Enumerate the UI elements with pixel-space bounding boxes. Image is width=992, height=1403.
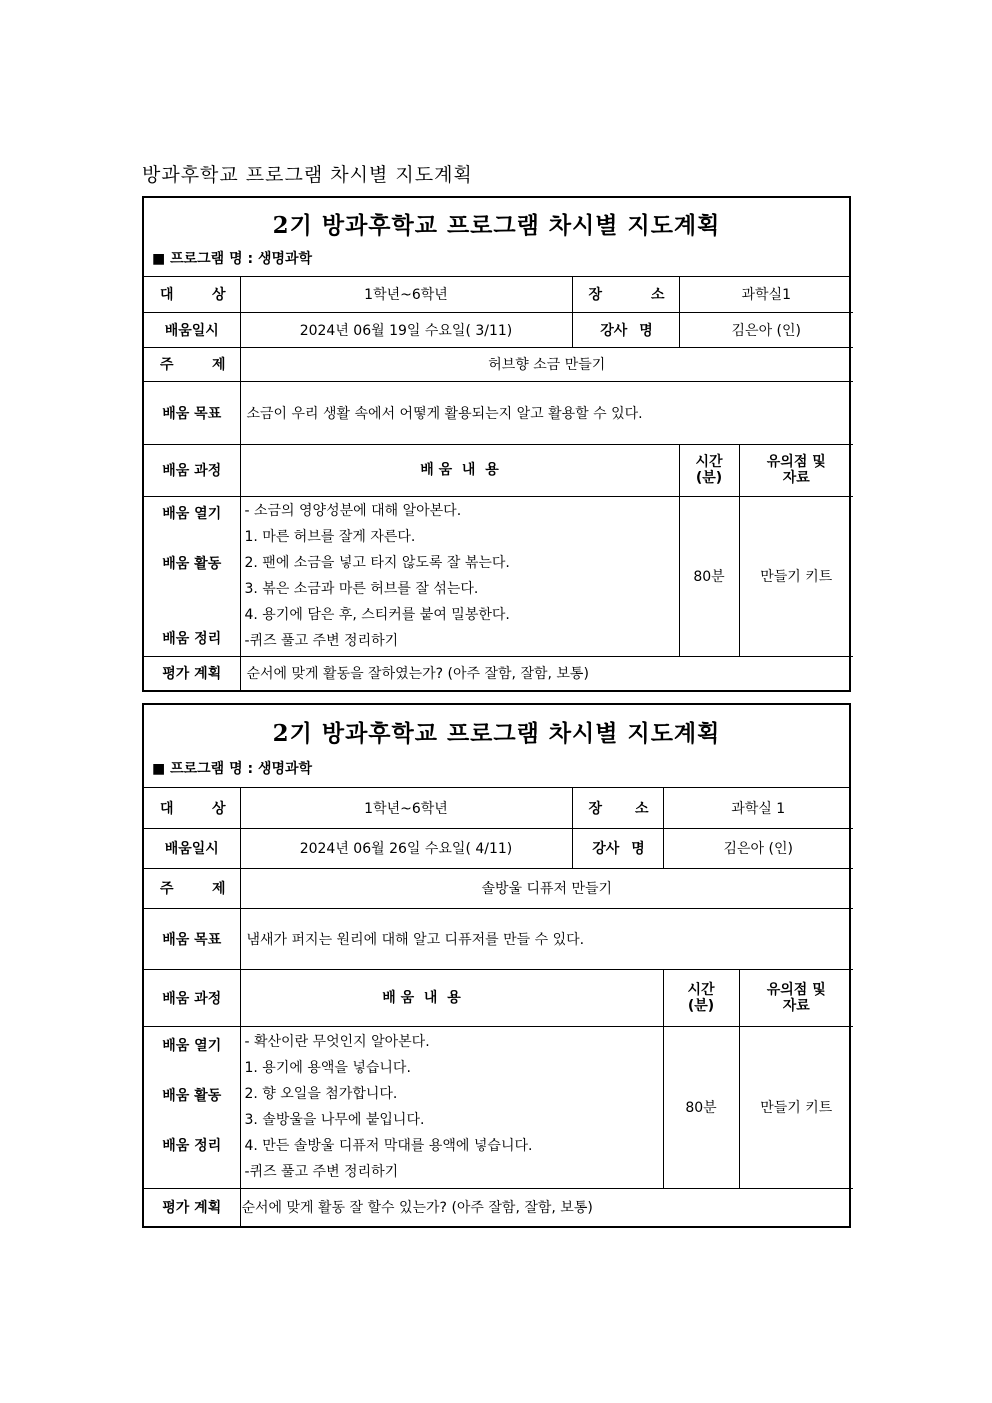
step-item: 3. 솔방울을 나무에 붙입니다.: [244, 1112, 425, 1128]
target-label: 대 상: [144, 788, 240, 828]
topic-label: 주 제: [144, 868, 240, 908]
step-item: - 확산이란 무엇인지 알아본다.: [244, 1034, 430, 1050]
date-label: 배움일시: [144, 312, 240, 347]
step-item: 3. 볶은 소금과 마른 허브를 잘 섞는다.: [244, 581, 479, 597]
step-item: 2. 팬에 소금을 넣고 타지 않도록 잘 볶는다.: [244, 555, 510, 571]
topic-value: 허브향 소금 만들기: [240, 347, 853, 381]
phase-activity: 배움 활동: [162, 1087, 222, 1104]
goal-value: 냄새가 퍼지는 원리에 대해 알고 디퓨저를 만들 수 있다.: [240, 908, 853, 969]
time-value: 80분: [679, 496, 739, 656]
steps-cell: [240, 496, 679, 656]
evaluation-value: 순서에 맞게 활동을 잘하였는가? (아주 잘함, 잘함, 보통): [240, 656, 853, 690]
phase-column: [144, 1026, 240, 1188]
step-item: - 소금의 영양성분에 대해 알아본다.: [244, 503, 462, 519]
program-name: ■ 프로그램 명 : 생명과학: [152, 251, 313, 267]
teacher-label: 강사 명: [572, 312, 679, 347]
plan-title: 2기 방과후학교 프로그램 차시별 지도계획: [272, 212, 721, 239]
topic-value: 솔방울 디퓨저 만들기: [240, 868, 853, 908]
evaluation-label: 평가 계획: [144, 1188, 240, 1226]
phase-activity: 배움 활동: [162, 555, 222, 572]
process-label: 배움 과정: [144, 969, 240, 1026]
target-label: 대 상: [144, 277, 240, 312]
lesson-plan-2: [142, 703, 851, 1228]
date-value: 2024년 06월 26일 수요일( 4/11): [240, 828, 572, 868]
lesson-plan-1: [142, 196, 851, 692]
time-header: 시간 (분): [679, 444, 739, 496]
notes-header: 유의점 및 자료: [739, 444, 853, 496]
topic-label: 주 제: [144, 347, 240, 381]
place-label: 장 소: [572, 788, 663, 828]
goal-label: 배움 목표: [144, 908, 240, 969]
content-header: 배 움 내 용: [240, 969, 663, 1026]
program-name: ■ 프로그램 명 : 생명과학: [152, 761, 313, 777]
time-value: 80분: [663, 1026, 739, 1188]
step-item: 4. 용기에 담은 후, 스티커를 붙여 밀봉한다.: [244, 607, 510, 623]
phase-close: 배움 정리: [162, 1137, 222, 1154]
step-item: 1. 용기에 용액을 넣습니다.: [244, 1060, 411, 1076]
time-header: 시간 (분): [663, 969, 739, 1026]
phase-open: 배움 열기: [162, 505, 222, 522]
plan-header: [144, 705, 849, 788]
evaluation-value: 순서에 맞게 활동 잘 할수 있는가? (아주 잘함, 잘함, 보통): [240, 1188, 853, 1226]
place-value: 과학실 1: [663, 788, 853, 828]
place-value: 과학실1: [679, 277, 853, 312]
step-item: 1. 마른 허브를 잘게 자른다.: [244, 529, 416, 545]
process-label: 배움 과정: [144, 444, 240, 496]
date-value: 2024년 06월 19일 수요일( 3/11): [240, 312, 572, 347]
plan-table: [144, 788, 853, 1226]
target-value: 1학년~6학년: [240, 277, 572, 312]
phase-open: 배움 열기: [162, 1037, 222, 1054]
teacher-value: 김은아 (인): [679, 312, 853, 347]
date-label: 배움일시: [144, 828, 240, 868]
teacher-label: 강사 명: [572, 828, 663, 868]
goal-value: 소금이 우리 생활 속에서 어떻게 활용되는지 알고 활용할 수 있다.: [240, 381, 853, 444]
place-label: 장 소: [572, 277, 679, 312]
content-header: 배 움 내 용: [240, 444, 679, 496]
step-item: 2. 향 오일을 첨가합니다.: [244, 1086, 398, 1102]
steps-cell: [240, 1026, 663, 1188]
step-item: 4. 만든 솔방울 디퓨저 막대를 용액에 넣습니다.: [244, 1138, 533, 1154]
step-item: -퀴즈 풀고 주변 정리하기: [244, 1164, 399, 1180]
notes-header: 유의점 및 자료: [739, 969, 853, 1026]
phase-column: [144, 496, 240, 656]
notes-value: 만들기 키트: [739, 496, 853, 656]
plan-table: [144, 277, 853, 690]
target-value: 1학년~6학년: [240, 788, 572, 828]
phase-close: 배움 정리: [162, 630, 222, 647]
evaluation-label: 평가 계획: [144, 656, 240, 690]
goal-label: 배움 목표: [144, 381, 240, 444]
document-title: 방과후학교 프로그램 차시별 지도계획: [142, 164, 473, 186]
teacher-value: 김은아 (인): [663, 828, 853, 868]
step-item: -퀴즈 풀고 주변 정리하기: [244, 633, 399, 649]
plan-title: 2기 방과후학교 프로그램 차시별 지도계획: [272, 720, 721, 747]
notes-value: 만들기 키트: [739, 1026, 853, 1188]
plan-header: [144, 198, 849, 277]
